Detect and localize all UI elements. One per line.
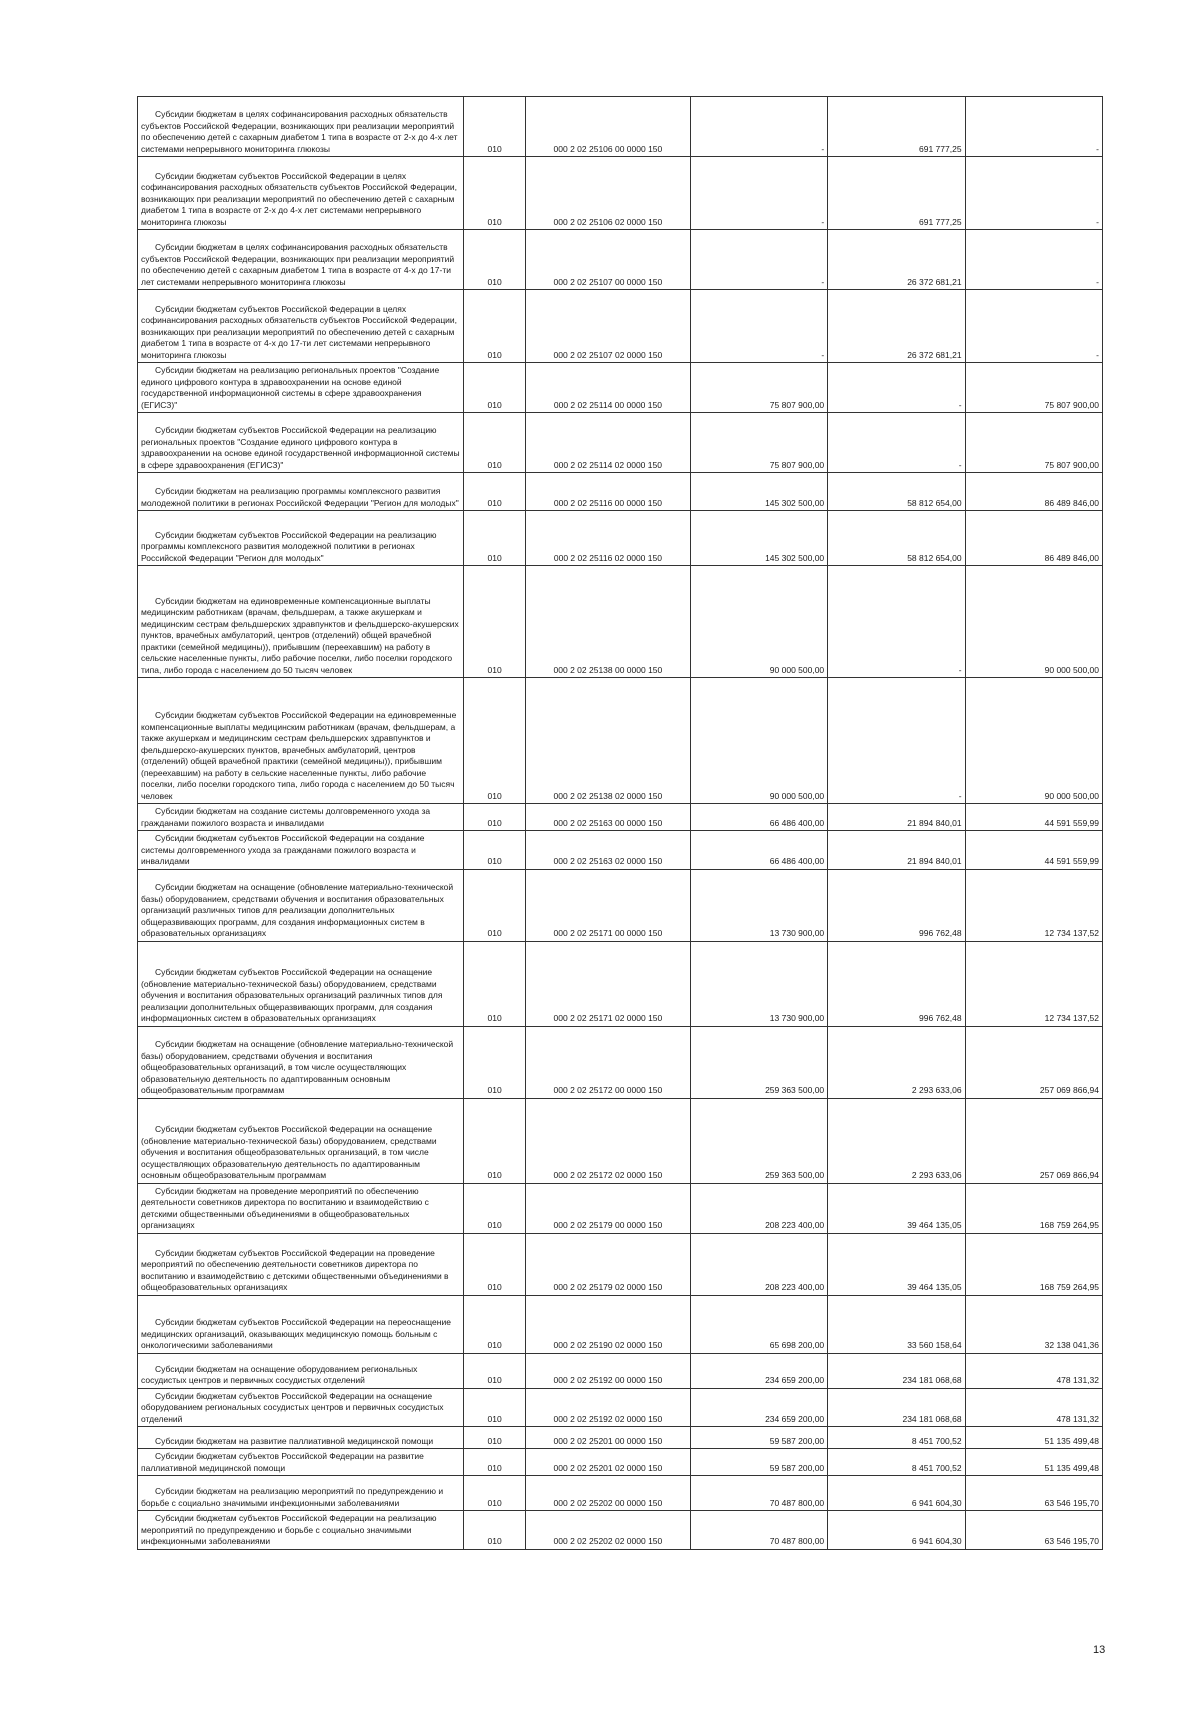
approved-amount-cell: 13 730 900,00 (690, 869, 827, 941)
income-code-cell: 000 2 02 25116 02 0000 150 (526, 511, 691, 566)
income-name-cell: Субсидии бюджетам субъектов Российской Федерации на оснащение (обновление материально-технической базы) оборудованием, средствами обучения и воспитания образовательных организаций различных типов для реализации дополнительных общеразвивающих программ, для создания информационных систем в образовательных организациях (138, 941, 464, 1026)
approved-amount-cell: 234 659 200,00 (690, 1353, 827, 1388)
line-code-cell: 010 (464, 1476, 526, 1511)
approved-amount-cell: 145 302 500,00 (690, 511, 827, 566)
income-code-cell: 000 2 02 25202 02 0000 150 (526, 1511, 691, 1550)
line-code-cell: 010 (464, 941, 526, 1026)
unexecuted-amount-cell: 168 759 264,95 (965, 1233, 1102, 1295)
unexecuted-amount-cell: 44 591 559,99 (965, 804, 1102, 831)
table-row (138, 869, 1103, 941)
table-body (138, 97, 1103, 1550)
unexecuted-amount-cell: 86 489 846,00 (965, 473, 1102, 511)
table-row (138, 1388, 1103, 1427)
table-row (138, 831, 1103, 870)
unexecuted-amount-cell: 168 759 264,95 (965, 1183, 1102, 1233)
income-code-cell: 000 2 02 25179 00 0000 150 (526, 1183, 691, 1233)
income-code-cell: 000 2 02 25172 00 0000 150 (526, 1026, 691, 1098)
approved-amount-cell: - (690, 290, 827, 363)
income-code-cell: 000 2 02 25114 02 0000 150 (526, 413, 691, 473)
income-code-cell: 000 2 02 25116 00 0000 150 (526, 473, 691, 511)
income-code-cell: 000 2 02 25202 00 0000 150 (526, 1476, 691, 1511)
table-row (138, 1295, 1103, 1353)
income-name-cell: Субсидии бюджетам субъектов Российской Федерации на единовременные компенсационные выплаты медицинским работникам (врачам, фельдшерам, а также акушеркам и медицинским сестрам фельдшерских здравпунктов и фельдшерско-акушерских пунктов, врачебных амбулаторий, центров (отделений) общей врачебной практики (семейной медицины)), прибывшим (переехавшим) на работу в сельские населенные пункты, либо рабочие поселки, либо поселки городского типа, либо города с населением до 50 тысяч человек (138, 678, 464, 804)
executed-amount-cell: 996 762,48 (828, 941, 965, 1026)
income-code-cell: 000 2 02 25107 02 0000 150 (526, 290, 691, 363)
table-row (138, 1098, 1103, 1183)
income-name-cell: Субсидии бюджетам субъектов Российской Федерации в целях софинансирования расходных обязательств субъектов Российской Федерации, возникающих при реализации мероприятий по обеспечению детей с сахарным диабетом 1 типа в возрасте от 2-х до 4-х лет системами непрерывного мониторинга глюкозы (138, 157, 464, 230)
unexecuted-amount-cell: 257 069 866,94 (965, 1026, 1102, 1098)
executed-amount-cell: - (828, 413, 965, 473)
table-row (138, 1449, 1103, 1476)
income-name-cell: Субсидии бюджетам субъектов Российской Федерации на оснащение (обновление материально-технической базы) оборудованием, средствами обучения и воспитания общеобразовательных организаций, в том числе осуществляющих образовательную деятельность по адаптированным основным общеобразовательным программам (138, 1098, 464, 1183)
approved-amount-cell: 259 363 500,00 (690, 1026, 827, 1098)
approved-amount-cell: - (690, 97, 827, 157)
approved-amount-cell: 75 807 900,00 (690, 363, 827, 413)
unexecuted-amount-cell: 12 734 137,52 (965, 869, 1102, 941)
income-name-cell: Субсидии бюджетам на проведение мероприятий по обеспечению деятельности советников директора по воспитанию и взаимодействию с детскими общественными объединениями в общеобразовательных организациях (138, 1183, 464, 1233)
line-code-cell: 010 (464, 1449, 526, 1476)
executed-amount-cell: 8 451 700,52 (828, 1427, 965, 1449)
income-code-cell: 000 2 02 25106 02 0000 150 (526, 157, 691, 230)
table-row (138, 290, 1103, 363)
table-row (138, 1476, 1103, 1511)
income-name-cell: Субсидии бюджетам в целях софинансирования расходных обязательств субъектов Российской Федерации, возникающих при реализации мероприятий по обеспечению детей с сахарным диабетом 1 типа в возрасте от 4-х до 17-ти лет системами непрерывного мониторинга глюкозы (138, 230, 464, 290)
approved-amount-cell: 66 486 400,00 (690, 804, 827, 831)
line-code-cell: 010 (464, 157, 526, 230)
executed-amount-cell: 6 941 604,30 (828, 1476, 965, 1511)
income-name-cell: Субсидии бюджетам на оснащение оборудованием региональных сосудистых центров и первичных сосудистых отделений (138, 1353, 464, 1388)
unexecuted-amount-cell: - (965, 230, 1102, 290)
executed-amount-cell: 2 293 633,06 (828, 1026, 965, 1098)
unexecuted-amount-cell: 63 546 195,70 (965, 1476, 1102, 1511)
line-code-cell: 010 (464, 1353, 526, 1388)
line-code-cell: 010 (464, 230, 526, 290)
unexecuted-amount-cell: 63 546 195,70 (965, 1511, 1102, 1550)
executed-amount-cell: 33 560 158,64 (828, 1295, 965, 1353)
executed-amount-cell: 996 762,48 (828, 869, 965, 941)
executed-amount-cell: 26 372 681,21 (828, 290, 965, 363)
unexecuted-amount-cell: 478 131,32 (965, 1353, 1102, 1388)
income-name-cell: Субсидии бюджетам субъектов Российской Федерации на реализацию программы комплексного развития молодежной политики в регионах Российской Федерации "Регион для молодых" (138, 511, 464, 566)
approved-amount-cell: 13 730 900,00 (690, 941, 827, 1026)
income-code-cell: 000 2 02 25163 02 0000 150 (526, 831, 691, 870)
income-name-cell: Субсидии бюджетам субъектов Российской Федерации на реализацию региональных проектов "Создание единого цифрового контура в здравоохранении на основе единой государственной информационной системы в сфере здравоохранения (ЕГИСЗ)" (138, 413, 464, 473)
approved-amount-cell: 234 659 200,00 (690, 1388, 827, 1427)
line-code-cell: 010 (464, 566, 526, 678)
approved-amount-cell: 65 698 200,00 (690, 1295, 827, 1353)
line-code-cell: 010 (464, 290, 526, 363)
table-row (138, 678, 1103, 804)
table-row (138, 511, 1103, 566)
executed-amount-cell: 58 812 654,00 (828, 473, 965, 511)
income-name-cell: Субсидии бюджетам субъектов Российской Федерации на проведение мероприятий по обеспечению деятельности советников директора по воспитанию и взаимодействию с детскими общественными объединениями в общеобразовательных организациях (138, 1233, 464, 1295)
approved-amount-cell: 208 223 400,00 (690, 1183, 827, 1233)
approved-amount-cell: 90 000 500,00 (690, 566, 827, 678)
line-code-cell: 010 (464, 678, 526, 804)
income-name-cell: Субсидии бюджетам в целях софинансирования расходных обязательств субъектов Российской Федерации, возникающих при реализации мероприятий по обеспечению детей с сахарным диабетом 1 типа в возрасте от 2-х до 4-х лет системами непрерывного мониторинга глюкозы (138, 97, 464, 157)
approved-amount-cell: 70 487 800,00 (690, 1476, 827, 1511)
income-code-cell: 000 2 02 25114 00 0000 150 (526, 363, 691, 413)
line-code-cell: 010 (464, 511, 526, 566)
approved-amount-cell: 75 807 900,00 (690, 413, 827, 473)
line-code-cell: 010 (464, 97, 526, 157)
income-name-cell: Субсидии бюджетам субъектов Российской Федерации в целях софинансирования расходных обязательств субъектов Российской Федерации, возникающих при реализации мероприятий по обеспечению детей с сахарным диабетом 1 типа в возрасте от 4-х до 17-ти лет системами непрерывного мониторинга глюкозы (138, 290, 464, 363)
approved-amount-cell: 66 486 400,00 (690, 831, 827, 870)
income-name-cell: Субсидии бюджетам на реализацию мероприятий по предупреждению и борьбе с социально значимыми инфекционными заболеваниями (138, 1476, 464, 1511)
unexecuted-amount-cell: 44 591 559,99 (965, 831, 1102, 870)
table-row (138, 1353, 1103, 1388)
line-code-cell: 010 (464, 413, 526, 473)
approved-amount-cell: - (690, 230, 827, 290)
income-name-cell: Субсидии бюджетам субъектов Российской Федерации на переоснащение медицинских организаций, оказывающих медицинскую помощь больным с онкологическими заболеваниями (138, 1295, 464, 1353)
income-code-cell: 000 2 02 25138 02 0000 150 (526, 678, 691, 804)
executed-amount-cell: 234 181 068,68 (828, 1353, 965, 1388)
unexecuted-amount-cell: 75 807 900,00 (965, 413, 1102, 473)
unexecuted-amount-cell: 86 489 846,00 (965, 511, 1102, 566)
income-name-cell: Субсидии бюджетам субъектов Российской Федерации на реализацию мероприятий по предупреждению и борьбе с социально значимыми инфекционными заболеваниями (138, 1511, 464, 1550)
unexecuted-amount-cell: 51 135 499,48 (965, 1449, 1102, 1476)
line-code-cell: 010 (464, 804, 526, 831)
executed-amount-cell: 234 181 068,68 (828, 1388, 965, 1427)
income-name-cell: Субсидии бюджетам на реализацию региональных проектов "Создание единого цифрового контура в здравоохранении на основе единой государственной информационной системы в сфере здравоохранения (ЕГИСЗ)" (138, 363, 464, 413)
approved-amount-cell: 145 302 500,00 (690, 473, 827, 511)
unexecuted-amount-cell: 478 131,32 (965, 1388, 1102, 1427)
approved-amount-cell: 259 363 500,00 (690, 1098, 827, 1183)
executed-amount-cell: 26 372 681,21 (828, 230, 965, 290)
income-code-cell: 000 2 02 25106 00 0000 150 (526, 97, 691, 157)
income-code-cell: 000 2 02 25190 02 0000 150 (526, 1295, 691, 1353)
income-code-cell: 000 2 02 25201 02 0000 150 (526, 1449, 691, 1476)
line-code-cell: 010 (464, 473, 526, 511)
table-row (138, 230, 1103, 290)
income-name-cell: Субсидии бюджетам на оснащение (обновление материально-технической базы) оборудованием, средствами обучения и воспитания общеобразовательных организаций, в том числе осуществляющих образовательную деятельность по адаптированным основным общеобразовательным программам (138, 1026, 464, 1098)
table-row (138, 363, 1103, 413)
income-code-cell: 000 2 02 25172 02 0000 150 (526, 1098, 691, 1183)
table-row (138, 413, 1103, 473)
income-name-cell: Субсидии бюджетам на оснащение (обновление материально-технической базы) оборудованием, средствами обучения и воспитания образовательных организаций различных типов для реализации дополнительных общеразвивающих программ, для создания информационных систем в образовательных организациях (138, 869, 464, 941)
line-code-cell: 010 (464, 1026, 526, 1098)
line-code-cell: 010 (464, 1511, 526, 1550)
approved-amount-cell: 59 587 200,00 (690, 1427, 827, 1449)
approved-amount-cell: 208 223 400,00 (690, 1233, 827, 1295)
approved-amount-cell: 59 587 200,00 (690, 1449, 827, 1476)
budget-execution-table (137, 96, 1103, 1550)
approved-amount-cell: - (690, 157, 827, 230)
table-row (138, 473, 1103, 511)
executed-amount-cell: - (828, 363, 965, 413)
income-code-cell: 000 2 02 25192 02 0000 150 (526, 1388, 691, 1427)
income-code-cell: 000 2 02 25138 00 0000 150 (526, 566, 691, 678)
executed-amount-cell: 58 812 654,00 (828, 511, 965, 566)
executed-amount-cell: 21 894 840,01 (828, 804, 965, 831)
unexecuted-amount-cell: - (965, 290, 1102, 363)
income-name-cell: Субсидии бюджетам на создание системы долговременного ухода за гражданами пожилого возраста и инвалидами (138, 804, 464, 831)
line-code-cell: 010 (464, 1098, 526, 1183)
table-row (138, 1026, 1103, 1098)
unexecuted-amount-cell: 32 138 041,36 (965, 1295, 1102, 1353)
income-code-cell: 000 2 02 25192 00 0000 150 (526, 1353, 691, 1388)
table-row (138, 1233, 1103, 1295)
line-code-cell: 010 (464, 1233, 526, 1295)
executed-amount-cell: 39 464 135,05 (828, 1233, 965, 1295)
table-row (138, 941, 1103, 1026)
unexecuted-amount-cell: 51 135 499,48 (965, 1427, 1102, 1449)
line-code-cell: 010 (464, 1183, 526, 1233)
line-code-cell: 010 (464, 1295, 526, 1353)
table-row (138, 97, 1103, 157)
executed-amount-cell: 2 293 633,06 (828, 1098, 965, 1183)
table-row (138, 157, 1103, 230)
unexecuted-amount-cell: 90 000 500,00 (965, 678, 1102, 804)
income-name-cell: Субсидии бюджетам субъектов Российской Федерации на развитие паллиативной медицинской помощи (138, 1449, 464, 1476)
table-row (138, 1427, 1103, 1449)
line-code-cell: 010 (464, 363, 526, 413)
table-row (138, 1183, 1103, 1233)
approved-amount-cell: 70 487 800,00 (690, 1511, 827, 1550)
executed-amount-cell: 691 777,25 (828, 97, 965, 157)
executed-amount-cell: 691 777,25 (828, 157, 965, 230)
income-name-cell: Субсидии бюджетам на единовременные компенсационные выплаты медицинским работникам (врачам, фельдшерам, а также акушеркам и медицинским сестрам фельдшерских здравпунктов и фельдшерско-акушерских пунктов, врачебных амбулаторий, центров (отделений) общей врачебной практики (семейной медицины)), прибывшим (переехавшим) на работу в сельские населенные пункты, либо рабочие поселки, либо поселки городского типа, либо города с населением до 50 тысяч человек (138, 566, 464, 678)
line-code-cell: 010 (464, 1427, 526, 1449)
unexecuted-amount-cell: 75 807 900,00 (965, 363, 1102, 413)
approved-amount-cell: 90 000 500,00 (690, 678, 827, 804)
income-code-cell: 000 2 02 25163 00 0000 150 (526, 804, 691, 831)
unexecuted-amount-cell: 90 000 500,00 (965, 566, 1102, 678)
income-name-cell: Субсидии бюджетам на реализацию программы комплексного развития молодежной политики в регионах Российской Федерации "Регион для молодых" (138, 473, 464, 511)
executed-amount-cell: 39 464 135,05 (828, 1183, 965, 1233)
income-code-cell: 000 2 02 25107 00 0000 150 (526, 230, 691, 290)
executed-amount-cell: 8 451 700,52 (828, 1449, 965, 1476)
line-code-cell: 010 (464, 869, 526, 941)
page-number: 13 (1093, 1644, 1106, 1656)
line-code-cell: 010 (464, 1388, 526, 1427)
line-code-cell: 010 (464, 831, 526, 870)
unexecuted-amount-cell: 12 734 137,52 (965, 941, 1102, 1026)
table-row (138, 1511, 1103, 1550)
executed-amount-cell: 21 894 840,01 (828, 831, 965, 870)
executed-amount-cell: 6 941 604,30 (828, 1511, 965, 1550)
income-code-cell: 000 2 02 25171 02 0000 150 (526, 941, 691, 1026)
unexecuted-amount-cell: - (965, 157, 1102, 230)
unexecuted-amount-cell: 257 069 866,94 (965, 1098, 1102, 1183)
income-name-cell: Субсидии бюджетам субъектов Российской Федерации на создание системы долговременного ухода за гражданами пожилого возраста и инвалидами (138, 831, 464, 870)
income-name-cell: Субсидии бюджетам субъектов Российской Федерации на оснащение оборудованием региональных сосудистых центров и первичных сосудистых отделений (138, 1388, 464, 1427)
executed-amount-cell: - (828, 678, 965, 804)
income-code-cell: 000 2 02 25171 00 0000 150 (526, 869, 691, 941)
income-code-cell: 000 2 02 25201 00 0000 150 (526, 1427, 691, 1449)
income-code-cell: 000 2 02 25179 02 0000 150 (526, 1233, 691, 1295)
income-name-cell: Субсидии бюджетам на развитие паллиативной медицинской помощи (138, 1427, 464, 1449)
executed-amount-cell: - (828, 566, 965, 678)
unexecuted-amount-cell: - (965, 97, 1102, 157)
table-row (138, 566, 1103, 678)
table-row (138, 804, 1103, 831)
